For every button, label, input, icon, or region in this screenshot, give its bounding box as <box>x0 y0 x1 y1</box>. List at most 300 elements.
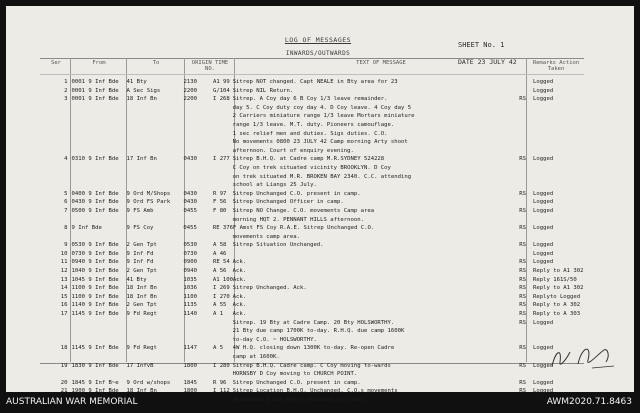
row-text: day 5. C Coy duty coy day 4. D Coy leave. 4 Coy day 5 <box>232 104 412 111</box>
row-ser: 14 <box>60 285 68 292</box>
row-time <box>181 121 210 130</box>
row-check <box>517 112 531 121</box>
row-time <box>181 130 210 139</box>
row-remarks <box>531 147 584 156</box>
row-no <box>211 327 231 336</box>
row-no: A1 99 <box>212 79 230 85</box>
log-entry <box>40 284 584 293</box>
row-check: RS <box>519 259 526 266</box>
log-entry <box>40 138 584 147</box>
row-from <box>70 147 125 156</box>
row-from: 0001 9 Inf Bde <box>71 79 119 85</box>
row-text: Ack. <box>232 268 247 275</box>
log-entry <box>40 95 584 104</box>
row-no: A 55 <box>212 302 227 309</box>
row-ser <box>40 370 70 379</box>
row-to <box>125 216 182 225</box>
row-time <box>181 104 210 113</box>
row-text: Sitrep. 19 Bty at Cadre Camp. 20 Bty HOLSWORTHY. <box>232 319 395 326</box>
row-text: 21 Bty due camp 1700K to-day. R.H.Q. due camp 1600K <box>232 328 405 335</box>
row-from: 1045 9 Inf Bde <box>71 276 119 283</box>
log-entry <box>40 181 584 190</box>
row-from <box>70 104 125 113</box>
row-ser <box>40 104 70 113</box>
row-time: 0430 <box>183 199 197 206</box>
row-ser: 19 <box>60 362 68 369</box>
row-from: 1140 9 Inf Bde <box>71 302 119 309</box>
row-remarks <box>531 130 584 139</box>
row-time: 1035 <box>183 276 197 283</box>
row-ser: 9 <box>64 242 68 249</box>
row-to: 18 Inf Bn <box>126 388 157 395</box>
row-ser: 20 <box>60 379 68 386</box>
row-time: 0940 <box>183 268 197 275</box>
row-text: No movements 0800 23 JULY 42 Camp morning Arty shoot <box>232 139 408 146</box>
row-from: 0430 9 Inf Bde <box>71 199 119 206</box>
row-text: Ack. <box>232 259 247 266</box>
log-entry <box>40 87 584 96</box>
row-ser: 18 <box>60 345 68 352</box>
row-to: 9 Inf Fd <box>126 250 154 257</box>
archive-caption: AUSTRALIAN WAR MEMORIAL <box>6 397 138 407</box>
log-entry <box>40 319 584 328</box>
row-remarks: Logged <box>533 259 554 266</box>
log-entry <box>40 104 584 113</box>
row-check <box>517 396 531 405</box>
row-to <box>125 336 182 345</box>
row-time <box>181 216 210 225</box>
log-entry <box>40 155 584 164</box>
row-text: Ack. <box>232 302 247 309</box>
row-to: 2 Gen Tpt <box>126 268 157 275</box>
row-check <box>517 233 531 242</box>
row-to <box>125 104 182 113</box>
row-from: 0001 9 Inf Bde <box>71 87 119 94</box>
row-remarks <box>531 327 584 336</box>
row-from: 1040 9 Inf Bde <box>71 268 119 275</box>
row-text: morning HQT 2. PENNANT HILLS afternoon. <box>232 216 364 223</box>
row-check <box>517 121 531 130</box>
row-text: on trek situated M.R. BROKEN BAY 2340. C.C. attending <box>232 173 412 180</box>
row-remarks <box>531 112 584 121</box>
row-check: RS <box>519 207 526 214</box>
row-to: 41 Bty <box>126 276 147 283</box>
row-ser: 1 <box>64 79 68 85</box>
row-from <box>70 353 125 362</box>
row-check <box>517 104 531 113</box>
row-remarks <box>531 173 584 182</box>
row-text: Sitrep Unchanged. Ack. <box>232 285 307 292</box>
date-label: DATE <box>458 58 474 66</box>
row-to: 9 Fd Regt <box>126 311 157 318</box>
date-value: 23 JULY 42 <box>477 58 517 66</box>
log-entry <box>40 190 584 199</box>
row-from <box>70 130 125 139</box>
row-ser: 17 <box>60 311 68 318</box>
log-entry <box>40 336 584 345</box>
log-entry <box>40 344 584 353</box>
row-to <box>125 164 182 173</box>
row-text: 1 sec relief men and duties. Sigs duties. C.O. <box>232 130 388 137</box>
row-remarks <box>531 138 584 147</box>
row-no <box>211 121 231 130</box>
row-to: 9 Fd Regt <box>126 345 157 352</box>
row-remarks: Logged <box>533 250 554 257</box>
row-from: 1845 9 Inf B~e <box>71 379 119 386</box>
row-text: Ack. <box>232 311 247 318</box>
row-ser <box>40 319 70 328</box>
row-to <box>125 112 182 121</box>
row-from <box>70 370 125 379</box>
row-from <box>70 319 125 328</box>
log-entry <box>40 233 584 242</box>
row-time: 1036 <box>183 285 197 292</box>
row-to: 9 FS Coy <box>126 225 154 232</box>
row-text: Sitrep Situation Unchanged. <box>232 242 324 249</box>
log-entry <box>40 276 584 285</box>
row-text: Sitrep Unchanged C.O. present in camp. <box>232 190 361 197</box>
row-time <box>181 327 210 336</box>
row-time <box>181 164 210 173</box>
row-ser <box>40 138 70 147</box>
col-head-text: TEXT OF MESSAGE <box>356 60 406 66</box>
row-from: 1900 9 Inf Bde <box>71 388 119 395</box>
log-entry <box>40 198 584 207</box>
row-remarks: Logged <box>533 388 554 395</box>
row-to: 9 Inf Fd <box>126 259 154 266</box>
row-remarks: Logged <box>533 242 554 249</box>
row-no: RE 376 <box>212 225 234 232</box>
row-check <box>517 130 531 139</box>
row-check: RS <box>519 362 526 369</box>
row-check <box>517 216 531 225</box>
row-check <box>517 353 531 362</box>
log-entry <box>40 301 584 310</box>
row-to <box>125 370 182 379</box>
log-entry <box>40 112 584 121</box>
row-from: 0400 9 Inf Bde <box>71 190 119 197</box>
row-remarks: Reply to A1 302 <box>533 268 584 275</box>
row-text: Sitrep. A Coy day 6 B Coy 1/3 leave remainder. <box>232 96 388 103</box>
row-ser <box>40 327 70 336</box>
row-check <box>517 138 531 147</box>
row-time <box>181 370 210 379</box>
log-entry <box>40 362 584 371</box>
row-time: 1800 <box>183 388 197 395</box>
row-no <box>211 319 231 328</box>
log-entry <box>40 164 584 173</box>
row-to <box>125 173 182 182</box>
row-text: Sitrep Location B.H.Q. Unchanged. C.O.s movements <box>232 388 398 395</box>
row-no: A 56 <box>212 268 227 275</box>
row-ser <box>40 336 70 345</box>
row-from: 9 Inf Bde <box>71 225 102 232</box>
log-subtitle: INWARDS/OUTWARDS <box>285 50 351 57</box>
log-entry <box>40 241 584 250</box>
row-no: I 268 <box>212 96 230 103</box>
row-from: 0001 9 Inf Bde <box>71 96 119 103</box>
row-text: 4W H.Q. closing down 1300K to-day. Re-open Cadre <box>232 345 395 352</box>
row-check: RS <box>519 379 526 386</box>
row-remarks <box>531 216 584 225</box>
row-check <box>517 173 531 182</box>
row-time: 0530 <box>183 242 197 249</box>
log-entry <box>40 293 584 302</box>
row-to <box>125 233 182 242</box>
row-to: 18 Inf Bn <box>126 285 157 292</box>
row-no: A 46 <box>212 250 227 257</box>
row-check: RS <box>519 268 526 275</box>
row-remarks: Logged <box>533 319 554 326</box>
row-time <box>181 396 210 405</box>
row-check: RS <box>519 225 526 232</box>
row-from <box>70 173 125 182</box>
row-time: 1800 <box>183 362 197 369</box>
row-ser <box>40 112 70 121</box>
row-no <box>211 104 231 113</box>
row-time <box>181 147 210 156</box>
row-time: 2130 <box>183 79 197 85</box>
row-from: 0310 9 Inf Bde <box>71 156 119 163</box>
row-ser <box>40 147 70 156</box>
row-from: 0730 9 Inf Bde <box>71 250 119 257</box>
row-to: 18 Inf Bn <box>126 96 157 103</box>
row-text: Sitrep NOT changed. Capt NEALE in Bty area for 23 <box>232 79 398 85</box>
row-no: A 58 <box>212 242 227 249</box>
log-entry <box>40 224 584 233</box>
col-head-origin: ORIGIN TIME NO. <box>191 60 229 72</box>
sheet-label: SHEET No. <box>458 41 496 49</box>
row-from: 1145 9 Inf Bde <box>71 311 119 318</box>
row-ser: 21 <box>60 388 68 395</box>
row-no <box>211 396 231 405</box>
row-ser: 10 <box>60 250 68 257</box>
archive-id: AWM2020.71.8463 <box>546 397 632 407</box>
row-time: 1100 <box>183 293 197 300</box>
row-check <box>517 147 531 156</box>
row-ser: 2 <box>64 87 68 94</box>
row-from: 0940 9 Inf Bde <box>71 259 119 266</box>
row-from <box>70 216 125 225</box>
row-to <box>125 319 182 328</box>
row-time: 2200 <box>183 96 197 103</box>
row-no: R 96 <box>212 379 227 386</box>
log-entry <box>40 258 584 267</box>
row-remarks: Logged <box>533 199 554 206</box>
row-from: 0530 9 Inf Bde <box>71 242 119 249</box>
row-from <box>70 336 125 345</box>
row-text: range 1/3 leave. M.T. duty. Pioneers camouflage. <box>232 121 395 128</box>
row-no <box>211 173 231 182</box>
row-remarks <box>531 104 584 113</box>
row-no: A 5 <box>212 345 224 352</box>
row-time <box>181 336 210 345</box>
row-time: 0900 <box>183 259 197 266</box>
row-from: 1100 9 Inf Bde <box>71 293 119 300</box>
row-remarks: Logged <box>533 345 554 352</box>
row-ser: 4 <box>64 156 68 163</box>
row-time: 0730 <box>183 250 197 257</box>
row-time: 0455 <box>183 225 197 232</box>
row-check <box>517 198 531 207</box>
row-no: I 269 <box>212 285 230 292</box>
row-time <box>181 112 210 121</box>
row-no <box>211 181 231 190</box>
row-from: 1830 9 Inf Bde <box>71 362 119 369</box>
col-head-ser: Ser <box>51 60 61 66</box>
row-text: movements camp area. <box>232 233 300 240</box>
row-remarks: Logged <box>533 207 554 214</box>
row-to <box>125 181 182 190</box>
row-ser: 8 <box>64 225 68 232</box>
row-ser: 16 <box>60 302 68 309</box>
row-to: 18 Inf Bn <box>126 293 157 300</box>
log-entry <box>40 353 584 362</box>
row-check: RS <box>519 285 526 292</box>
row-to: 2 Gen Tpt <box>126 302 157 309</box>
row-no: A1 100 <box>212 276 234 283</box>
row-to: A Sec Sigs <box>126 87 161 94</box>
row-remarks: Reply 161S/50 <box>533 276 577 283</box>
row-no: A 1 <box>212 311 224 318</box>
row-ser <box>40 216 70 225</box>
row-text: Ack. <box>232 293 247 300</box>
row-to: 41 Bty <box>126 79 147 85</box>
row-time: 1845 <box>183 379 197 386</box>
row-ser <box>40 233 70 242</box>
row-text: 2 Carriers miniature range 1/3 leave Mortars miniature <box>232 113 415 120</box>
row-remarks: Logged <box>533 79 554 85</box>
row-to: 17 Inf Bn <box>126 156 157 163</box>
row-check: RS <box>519 388 526 395</box>
row-text: Sitrep NO Change. C.O. movements Camp area <box>232 207 375 214</box>
row-no: RE 54 <box>212 259 230 266</box>
row-text <box>231 250 518 259</box>
row-no: I 280 <box>212 362 230 369</box>
row-check <box>517 87 531 96</box>
row-time <box>181 173 210 182</box>
row-remarks: Reply to A1 302 <box>533 285 584 292</box>
row-check: RS <box>519 156 526 163</box>
row-time: 0455 <box>183 207 197 214</box>
row-ser: 3 <box>64 96 68 103</box>
row-time <box>181 181 210 190</box>
log-entry <box>40 327 584 336</box>
row-to <box>125 138 182 147</box>
row-from <box>70 138 125 147</box>
row-from <box>70 233 125 242</box>
row-text: HORNSBY D Coy moving to CHURCH POINT. <box>232 371 358 378</box>
row-no <box>211 353 231 362</box>
log-entry <box>40 379 584 388</box>
row-remarks: Replyto Logged <box>533 293 581 300</box>
row-no <box>211 138 231 147</box>
row-ser <box>40 353 70 362</box>
row-to <box>125 327 182 336</box>
log-entry <box>40 173 584 182</box>
row-text: C Coy on trek situated vicinity BROOKLYN. D Coy <box>232 164 391 171</box>
row-time <box>181 353 210 362</box>
row-time <box>181 138 210 147</box>
row-check <box>517 250 531 259</box>
row-no <box>211 164 231 173</box>
row-check <box>517 164 531 173</box>
log-entry <box>40 121 584 130</box>
row-check <box>517 78 531 87</box>
row-text: to-day C.O. ~ HOLSWORTHY. <box>232 336 317 343</box>
message-log <box>40 78 584 405</box>
row-ser <box>40 173 70 182</box>
row-from: 0500 9 Inf Bde <box>71 207 119 214</box>
log-entry <box>40 250 584 259</box>
row-remarks: Reply to A 303 <box>533 311 581 318</box>
row-ser: 6 <box>64 199 68 206</box>
row-text: Sitrep Unchanged C.O. present in camp. <box>232 379 361 386</box>
row-check: RS <box>519 319 526 326</box>
row-no: I 270 <box>212 293 230 300</box>
log-title: LOG OF MESSAGES <box>284 36 352 44</box>
row-remarks: Logged <box>533 87 554 94</box>
row-ser <box>40 121 70 130</box>
row-check: RS <box>519 311 526 318</box>
row-remarks: Logged <box>533 362 554 369</box>
log-entry <box>40 207 584 216</box>
col-head-to: To <box>152 60 160 66</box>
row-time: 1135 <box>183 302 197 309</box>
row-text: F Amst FS Coy R.A.E. Sitrep Unchanged C.O. <box>232 225 375 232</box>
log-entry <box>40 78 584 87</box>
col-head-remarks: Remarks Action Taken <box>532 60 580 72</box>
row-text: afternoon. Court of enquiry evening. <box>232 147 354 154</box>
log-entry <box>40 387 584 396</box>
row-no: I 277 <box>212 156 230 163</box>
row-check: RS <box>519 293 526 300</box>
row-ser <box>40 181 70 190</box>
row-to: 9 Ord M/Shops <box>126 190 171 197</box>
log-entry <box>40 147 584 156</box>
row-from <box>70 164 125 173</box>
row-check <box>517 181 531 190</box>
row-no: G/104 <box>212 87 230 94</box>
row-remarks: Logged <box>533 156 554 163</box>
row-to: 9 FS Amb <box>126 207 154 214</box>
row-ser <box>40 130 70 139</box>
row-to: 9 Ord FS Park <box>126 199 171 206</box>
row-ser: 13 <box>60 276 68 283</box>
row-check: RS <box>519 96 526 103</box>
row-text: Ack. <box>232 276 247 283</box>
row-time: 0430 <box>183 156 197 163</box>
row-ser: 7 <box>64 207 68 214</box>
row-time <box>181 319 210 328</box>
row-time: 0430 <box>183 190 197 197</box>
sheet-number <box>458 41 504 49</box>
row-check: RS <box>519 190 526 197</box>
row-check: RS <box>519 302 526 309</box>
row-no: F 56 <box>212 199 227 206</box>
row-text: Sitrep B.H.Q. at Cadre camp M.R.SYDNEY 524228 <box>232 156 385 163</box>
row-to <box>125 121 182 130</box>
row-text: school at Liangs 25 July. <box>232 182 317 189</box>
row-remarks: Reply to A 302 <box>533 302 581 309</box>
row-to: 9 Ord w/shops <box>126 379 171 386</box>
row-text: camp at 1600K. <box>232 354 280 360</box>
row-remarks <box>531 121 584 130</box>
row-no <box>211 336 231 345</box>
row-no <box>211 112 231 121</box>
row-no <box>211 370 231 379</box>
row-remarks <box>531 233 584 242</box>
